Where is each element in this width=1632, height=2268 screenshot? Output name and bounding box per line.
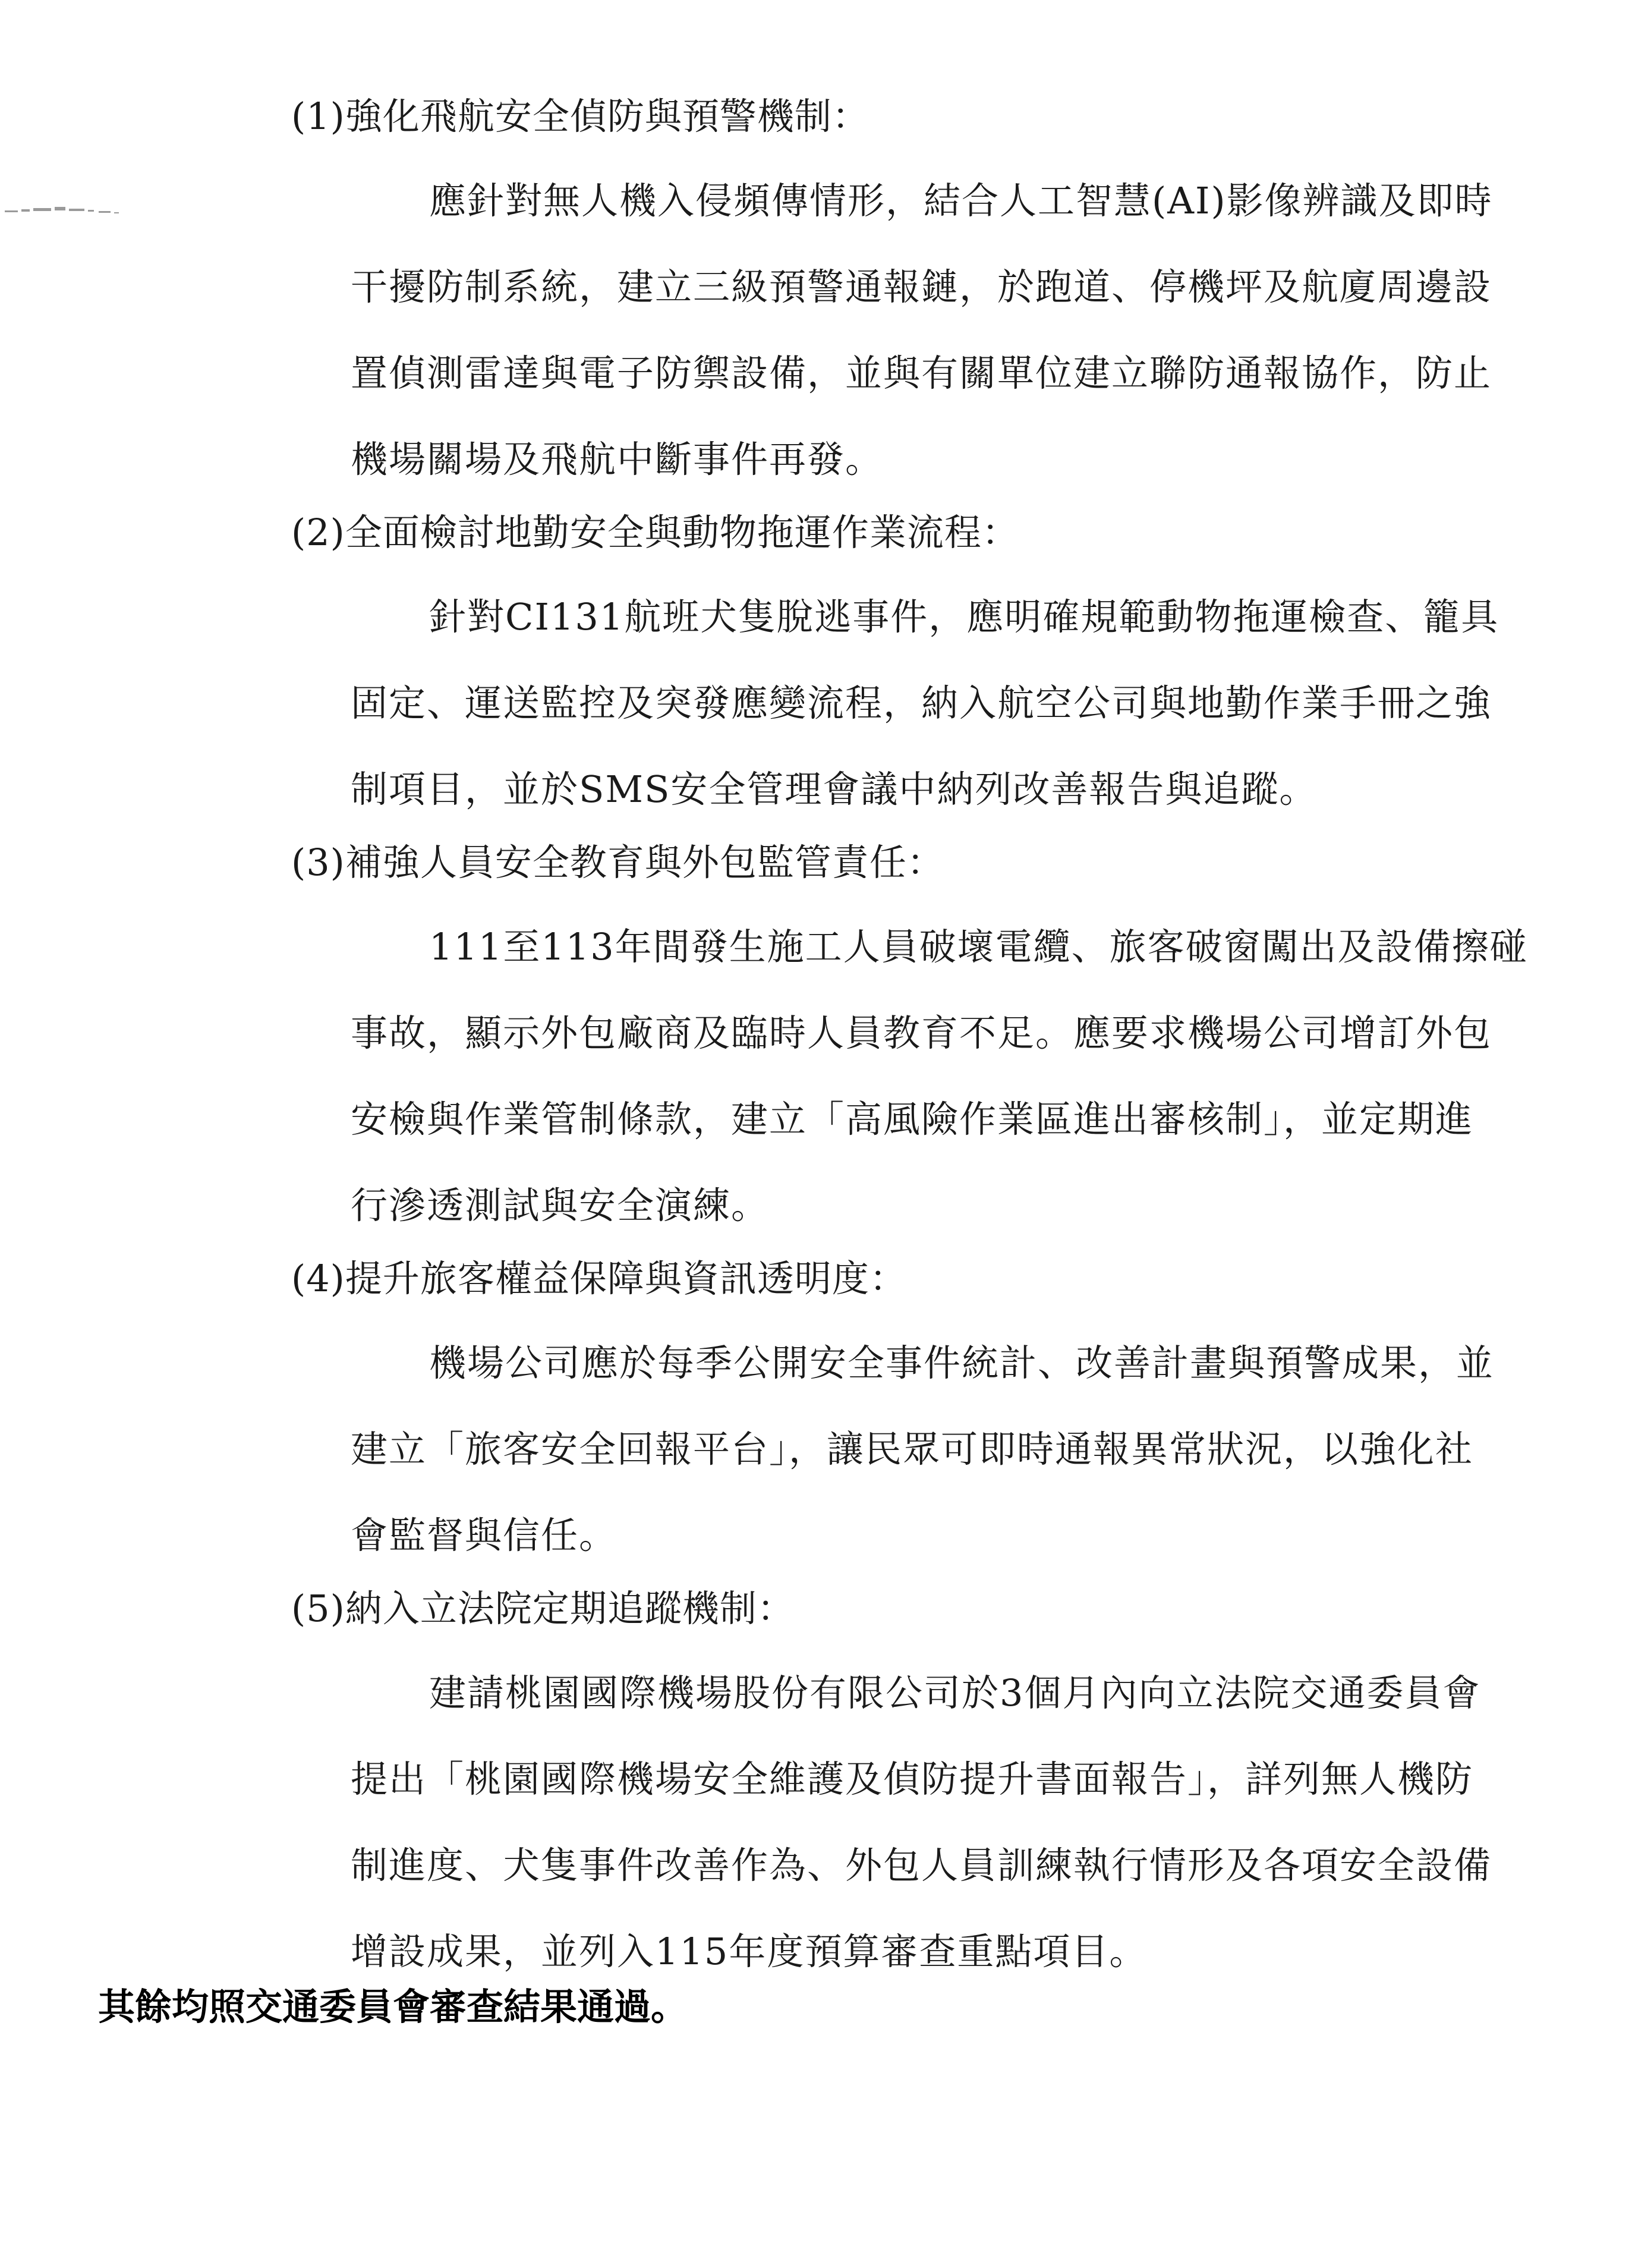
section-1-line-3: 置偵測雷達與電子防禦設備，並與有關單位建立聯防通報協作，防止: [351, 351, 1492, 395]
section-1-line-2: 干擾防制系統，建立三級預警通報鏈，於跑道、停機坪及航廈周邊設: [351, 265, 1492, 309]
section-1-line-1: 應針對無人機入侵頻傳情形，結合人工智慧(AI)影像辨識及即時: [429, 179, 1493, 222]
section-3-heading: (3)補強人員安全教育與外包監管責任：: [291, 841, 944, 884]
section-3-line-2: 事故，顯示外包廠商及臨時人員教育不足。應要求機場公司增訂外包: [351, 1011, 1492, 1055]
section-5-line-2: 提出「桃園國際機場安全維護及偵防提升書面報告」，詳列無人機防: [351, 1757, 1474, 1801]
section-5-line-4: 增設成果，並列入115年度預算審查重點項目。: [351, 1930, 1148, 1973]
closing-statement: 其餘均照交通委員會審查結果通過。: [98, 1985, 688, 2028]
section-5-line-1: 建請桃園國際機場股份有限公司於3個月內向立法院交通委員會: [429, 1671, 1481, 1715]
section-4-line-1: 機場公司應於每季公開安全事件統計、改善計畫與預警成果，並: [429, 1341, 1495, 1385]
section-2-heading: (2)全面檢討地勤安全與動物拖運作業流程：: [291, 511, 1019, 554]
section-3-line-3: 安檢與作業管制條款，建立「高風險作業區進出審核制」，並定期進: [351, 1097, 1474, 1141]
section-2-line-2: 固定、運送監控及突發應變流程，納入航空公司與地勤作業手冊之強: [351, 681, 1492, 725]
section-3-line-1: 111至113年間發生施工人員破壞電纜、旅客破窗闖出及設備擦碰: [429, 925, 1528, 968]
section-4-heading: (4)提升旅客權益保障與資訊透明度：: [291, 1257, 907, 1300]
section-1-heading: (1)強化飛航安全偵防與預警機制：: [291, 95, 869, 138]
section-1-line-4: 機場關場及飛航中斷事件再發。: [351, 438, 884, 481]
section-4-line-2: 建立「旅客安全回報平台」，讓民眾可即時通報異常狀況，以強化社: [351, 1427, 1474, 1471]
section-3-line-4: 行滲透測試與安全演練。: [351, 1184, 770, 1227]
section-4-line-3: 會監督與信任。: [351, 1514, 617, 1557]
section-5-line-3: 制進度、犬隻事件改善作為、外包人員訓練執行情形及各項安全設備: [351, 1844, 1492, 1887]
section-2-line-3: 制項目，並於SMS安全管理會議中納列改善報告與追蹤。: [351, 767, 1318, 811]
scan-artifact: [5, 202, 130, 220]
section-2-line-1: 針對CI131航班犬隻脫逃事件，應明確規範動物拖運檢查、籠具: [429, 595, 1499, 638]
section-5-heading: (5)納入立法院定期追蹤機制：: [291, 1587, 795, 1630]
